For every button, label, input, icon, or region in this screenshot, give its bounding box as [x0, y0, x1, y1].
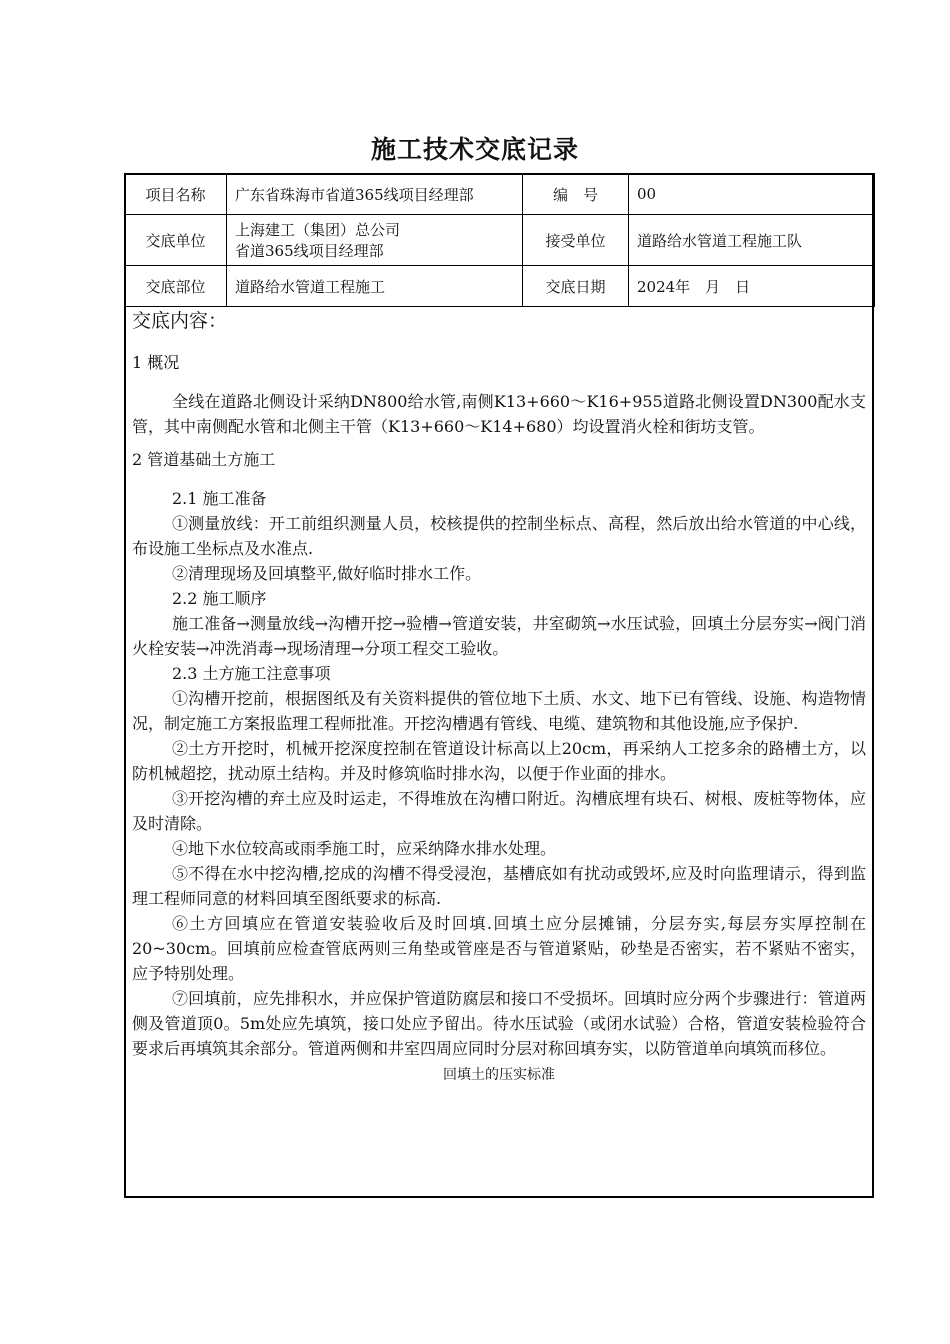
- content-heading: 交底内容：: [132, 310, 228, 332]
- table-caption: 回填土的压实标准: [443, 1067, 555, 1083]
- date-label: 交底日期: [523, 266, 629, 307]
- section-2-1-title: 2.1 施工准备: [172, 489, 267, 508]
- info-table: [124, 173, 875, 307]
- section-2-title: 2 管道基础土方施工: [132, 450, 276, 469]
- section-2-3-para-4: ④地下水位较高或雨季施工时，应采纳降水排水处理。: [172, 839, 557, 858]
- section-2-3-para-3: ③开挖沟槽的弃土应及时运走，不得堆放在沟槽口附近。沟槽底埋有块石、树根、废桩等物体，应及时清除。: [132, 789, 866, 833]
- section-1-title: 1 概况: [132, 353, 180, 372]
- section-2-2-para-1: 施工准备→测量放线→沟槽开挖→验槽→管道安装，井室砌筑→水压试验，回填土分层夯实→阀门消火栓安装→冲洗消毒→现场清理→分项工程交工验收。: [132, 614, 866, 658]
- issuer-line1: 上海建工（集团）总公司: [235, 221, 401, 239]
- issuer-value: [227, 215, 523, 266]
- section-2-3-title: 2.3 土方施工注意事项: [172, 664, 331, 683]
- number-value: 00: [629, 174, 875, 215]
- section-2-3-para-7: ⑦回填前，应先排积水，并应保护管道防腐层和接口不受损坏。回填时应分两个步骤进行：管道两侧及管道顶0。5m处应先填筑，接口处应予留出。待水压试验（或闭水试验）合格，管道安装检验符合要求后再填筑其余部分。管道两侧和井室四周应同时分层对称回填夯实，以防管道单向填筑而移位。: [132, 989, 866, 1058]
- part-value: 道路给水管道工程施工: [227, 266, 523, 307]
- table-row: [125, 215, 875, 266]
- project-name-value: 广东省珠海市省道365线项目经理部: [227, 174, 523, 215]
- date-value: 2024年 月 日: [629, 266, 875, 307]
- section-2-3-para-1: ①沟槽开挖前，根据图纸及有关资料提供的管位地下土质、水文、地下已有管线、设施、构造物情况，制定施工方案报监理工程师批准。开挖沟槽遇有管线、电缆、建筑物和其他设施,应予保护.: [132, 689, 866, 733]
- part-label: 交底部位: [125, 266, 227, 307]
- table-row: [125, 266, 875, 307]
- section-2-3-para-2: ②土方开挖时，机械开挖深度控制在管道设计标高以上20cm，再采纳人工挖多余的路槽土方，以防机械超挖，扰动原土结构。并及时修筑临时排水沟，以便于作业面的排水。: [132, 739, 866, 783]
- issuer-label: 交底单位: [125, 215, 227, 266]
- section-2-2-title: 2.2 施工顺序: [172, 589, 267, 608]
- section-2-1-para-2: ②清理现场及回填整平,做好临时排水工作。: [172, 564, 482, 583]
- section-2-3-para-6: ⑥土方回填应在管道安装验收后及时回填.回填土应分层摊铺，分层夯实,每层夯实厚控制在20~30cm。回填前应检查管底两则三角垫或管座是否与管道紧贴，砂垫是否密实，若不紧贴不密实，应予特别处理。: [132, 914, 866, 983]
- section-1-body: 全线在道路北侧设计采纳DN800给水管,南侧K13+660～K16+955道路北侧设置DN300配水支管，其中南侧配水管和北侧主干管（K13+660～K14+680）均设置消火栓和街坊支管。: [132, 392, 866, 436]
- receiver-value: 道路给水管道工程施工队: [629, 215, 875, 266]
- issuer-line2: 省道365线项目经理部: [235, 242, 384, 260]
- project-name-label: 项目名称: [125, 174, 227, 215]
- table-row: [125, 174, 875, 215]
- disclosure-content: [132, 306, 866, 1088]
- number-label: 编 号: [523, 174, 629, 215]
- document-title: 施工技术交底记录: [370, 135, 579, 164]
- section-2-1-para-1: ①测量放线：开工前组织测量人员，校核提供的控制坐标点、高程，然后放出给水管道的中心线，布设施工坐标点及水准点.: [132, 514, 866, 558]
- section-2-3-para-5: ⑤不得在水中挖沟槽,挖成的沟槽不得受浸泡，基槽底如有扰动或毁坏,应及时向监理请示，得到监理工程师同意的材料回填至图纸要求的标高.: [132, 864, 866, 908]
- receiver-label: 接受单位: [523, 215, 629, 266]
